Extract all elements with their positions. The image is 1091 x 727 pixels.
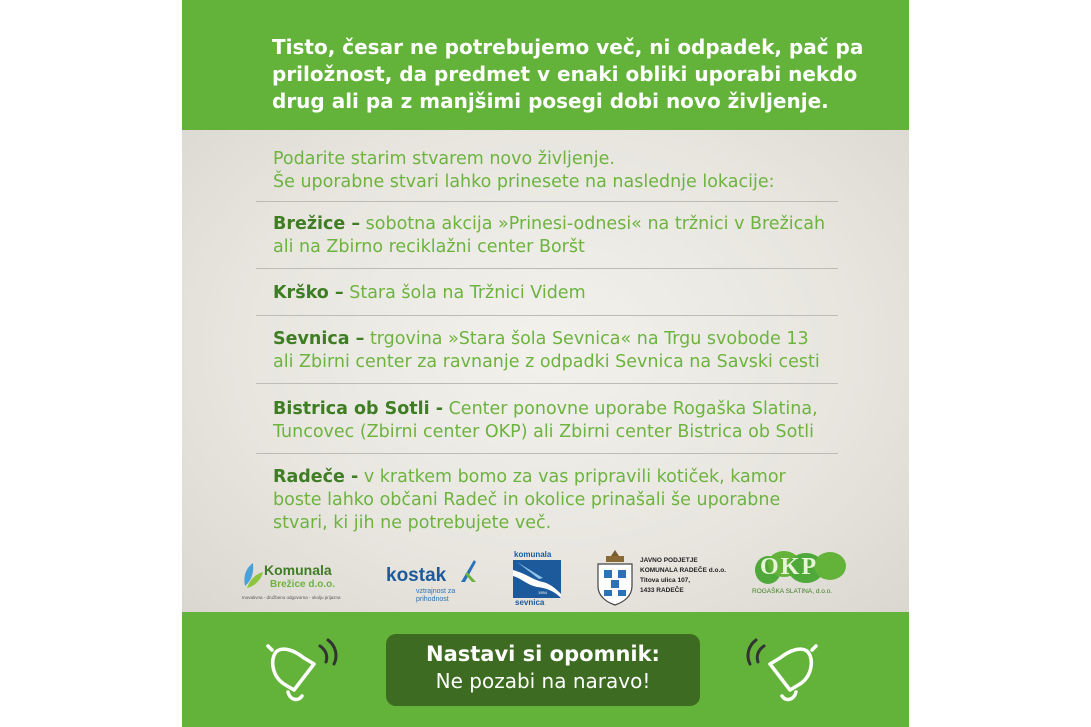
divider bbox=[256, 383, 838, 384]
location-bistrica bbox=[273, 398, 833, 444]
location-sevnica bbox=[273, 328, 833, 374]
location-text: sobotna akcija »Prinesi-odnesi« na tržnici v Brežicah ali na Zbirno reciklažni center Boršt bbox=[273, 214, 826, 257]
coat-of-arms-icon bbox=[594, 550, 636, 606]
location-text: trgovina »Stara šola Sevnica« na Trgu svobode 13 ali Zbirni center za ravnanje z odpadki Sevnica na Savski cesti bbox=[273, 329, 820, 372]
location-name: Sevnica – bbox=[273, 329, 365, 349]
location-brezice bbox=[273, 213, 833, 259]
komunala-brezice-logo bbox=[242, 558, 362, 608]
divider bbox=[256, 453, 838, 454]
leaf-icon bbox=[242, 562, 264, 590]
footer-banner bbox=[182, 612, 909, 727]
lead-line-2: Še uporabne stvari lahko prinesete na naslednje lokacije: bbox=[273, 172, 775, 192]
location-name: Radeče - bbox=[273, 467, 359, 487]
bell-icon bbox=[742, 632, 822, 712]
komunala-sevnica-logo bbox=[512, 550, 562, 610]
reminder-box bbox=[386, 634, 700, 706]
location-krsko bbox=[273, 282, 833, 305]
reminder-title: Nastavi si opomnik: bbox=[426, 642, 660, 666]
logo-brand-sub: Brežice d.o.o. bbox=[270, 579, 336, 590]
logo-line-4: 1433 RADEČE bbox=[640, 587, 684, 594]
lead-line-1: Podarite starim stvarem novo življenje. bbox=[273, 149, 615, 169]
logo-brand-name: kostak bbox=[386, 565, 447, 586]
location-text: Center ponovne uporabe Rogaška Slatina, Tuncovec (Zbirni center OKP) ali Zbirni center Bistrica ob Sotli bbox=[273, 399, 818, 442]
river-icon bbox=[513, 560, 561, 598]
logo-brand-sub: ROGAŠKA SLATINA, d.o.o. bbox=[752, 588, 833, 595]
divider bbox=[256, 201, 838, 202]
logo-line-1: JAVNO PODJETJE bbox=[640, 557, 698, 564]
location-text: v kratkem bomo za vas pripravili kotiček, kamor boste lahko občani Radeč in okolice prinašali še uporabne stvari, ki jih ne potrebujete več. bbox=[273, 467, 786, 533]
bell-icon bbox=[262, 632, 342, 712]
logo-bottom-text: sevnica bbox=[515, 598, 545, 607]
logo-year: 1954 bbox=[538, 590, 547, 595]
locations-panel bbox=[182, 130, 909, 612]
lead-text bbox=[273, 148, 833, 194]
location-radece bbox=[273, 466, 833, 535]
partner-logos bbox=[182, 546, 909, 612]
logo-brand-name: Komunala bbox=[264, 562, 332, 578]
poster bbox=[182, 0, 909, 727]
kostak-mark-icon bbox=[459, 558, 477, 584]
logo-line-3: Titova ulica 107, bbox=[640, 577, 691, 584]
reminder-subtitle: Ne pozabi na naravo! bbox=[435, 669, 651, 693]
location-name: Krško – bbox=[273, 283, 344, 303]
logo-brand-name: OKP bbox=[760, 554, 818, 580]
logo-top-text: komunala bbox=[514, 550, 552, 559]
header-banner bbox=[182, 0, 909, 130]
logo-tagline: vztrajnost za prihodnost bbox=[416, 588, 456, 603]
okp-logo bbox=[752, 550, 852, 606]
intro-text: Tisto, česar ne potrebujemo več, ni odpadek, pač pa priložnost, da predmet v enaki obliki uporabi nekdo drug ali pa z manjšimi posegi dobi novo življenje. bbox=[272, 35, 864, 113]
divider bbox=[256, 315, 838, 316]
location-text: Stara šola na Tržnici Videm bbox=[343, 283, 586, 303]
logo-address bbox=[640, 556, 740, 596]
logo-tagline: Inovativna - družbeno odgovorna - okolju prijazna bbox=[242, 595, 341, 600]
location-name: Brežice – bbox=[273, 214, 361, 234]
divider bbox=[256, 268, 838, 269]
logo-line-2: KOMUNALA RADEČE d.o.o. bbox=[640, 567, 727, 574]
komunala-radece-logo bbox=[594, 550, 727, 608]
kostak-logo bbox=[386, 554, 481, 608]
location-name: Bistrica ob Sotli - bbox=[273, 399, 444, 419]
